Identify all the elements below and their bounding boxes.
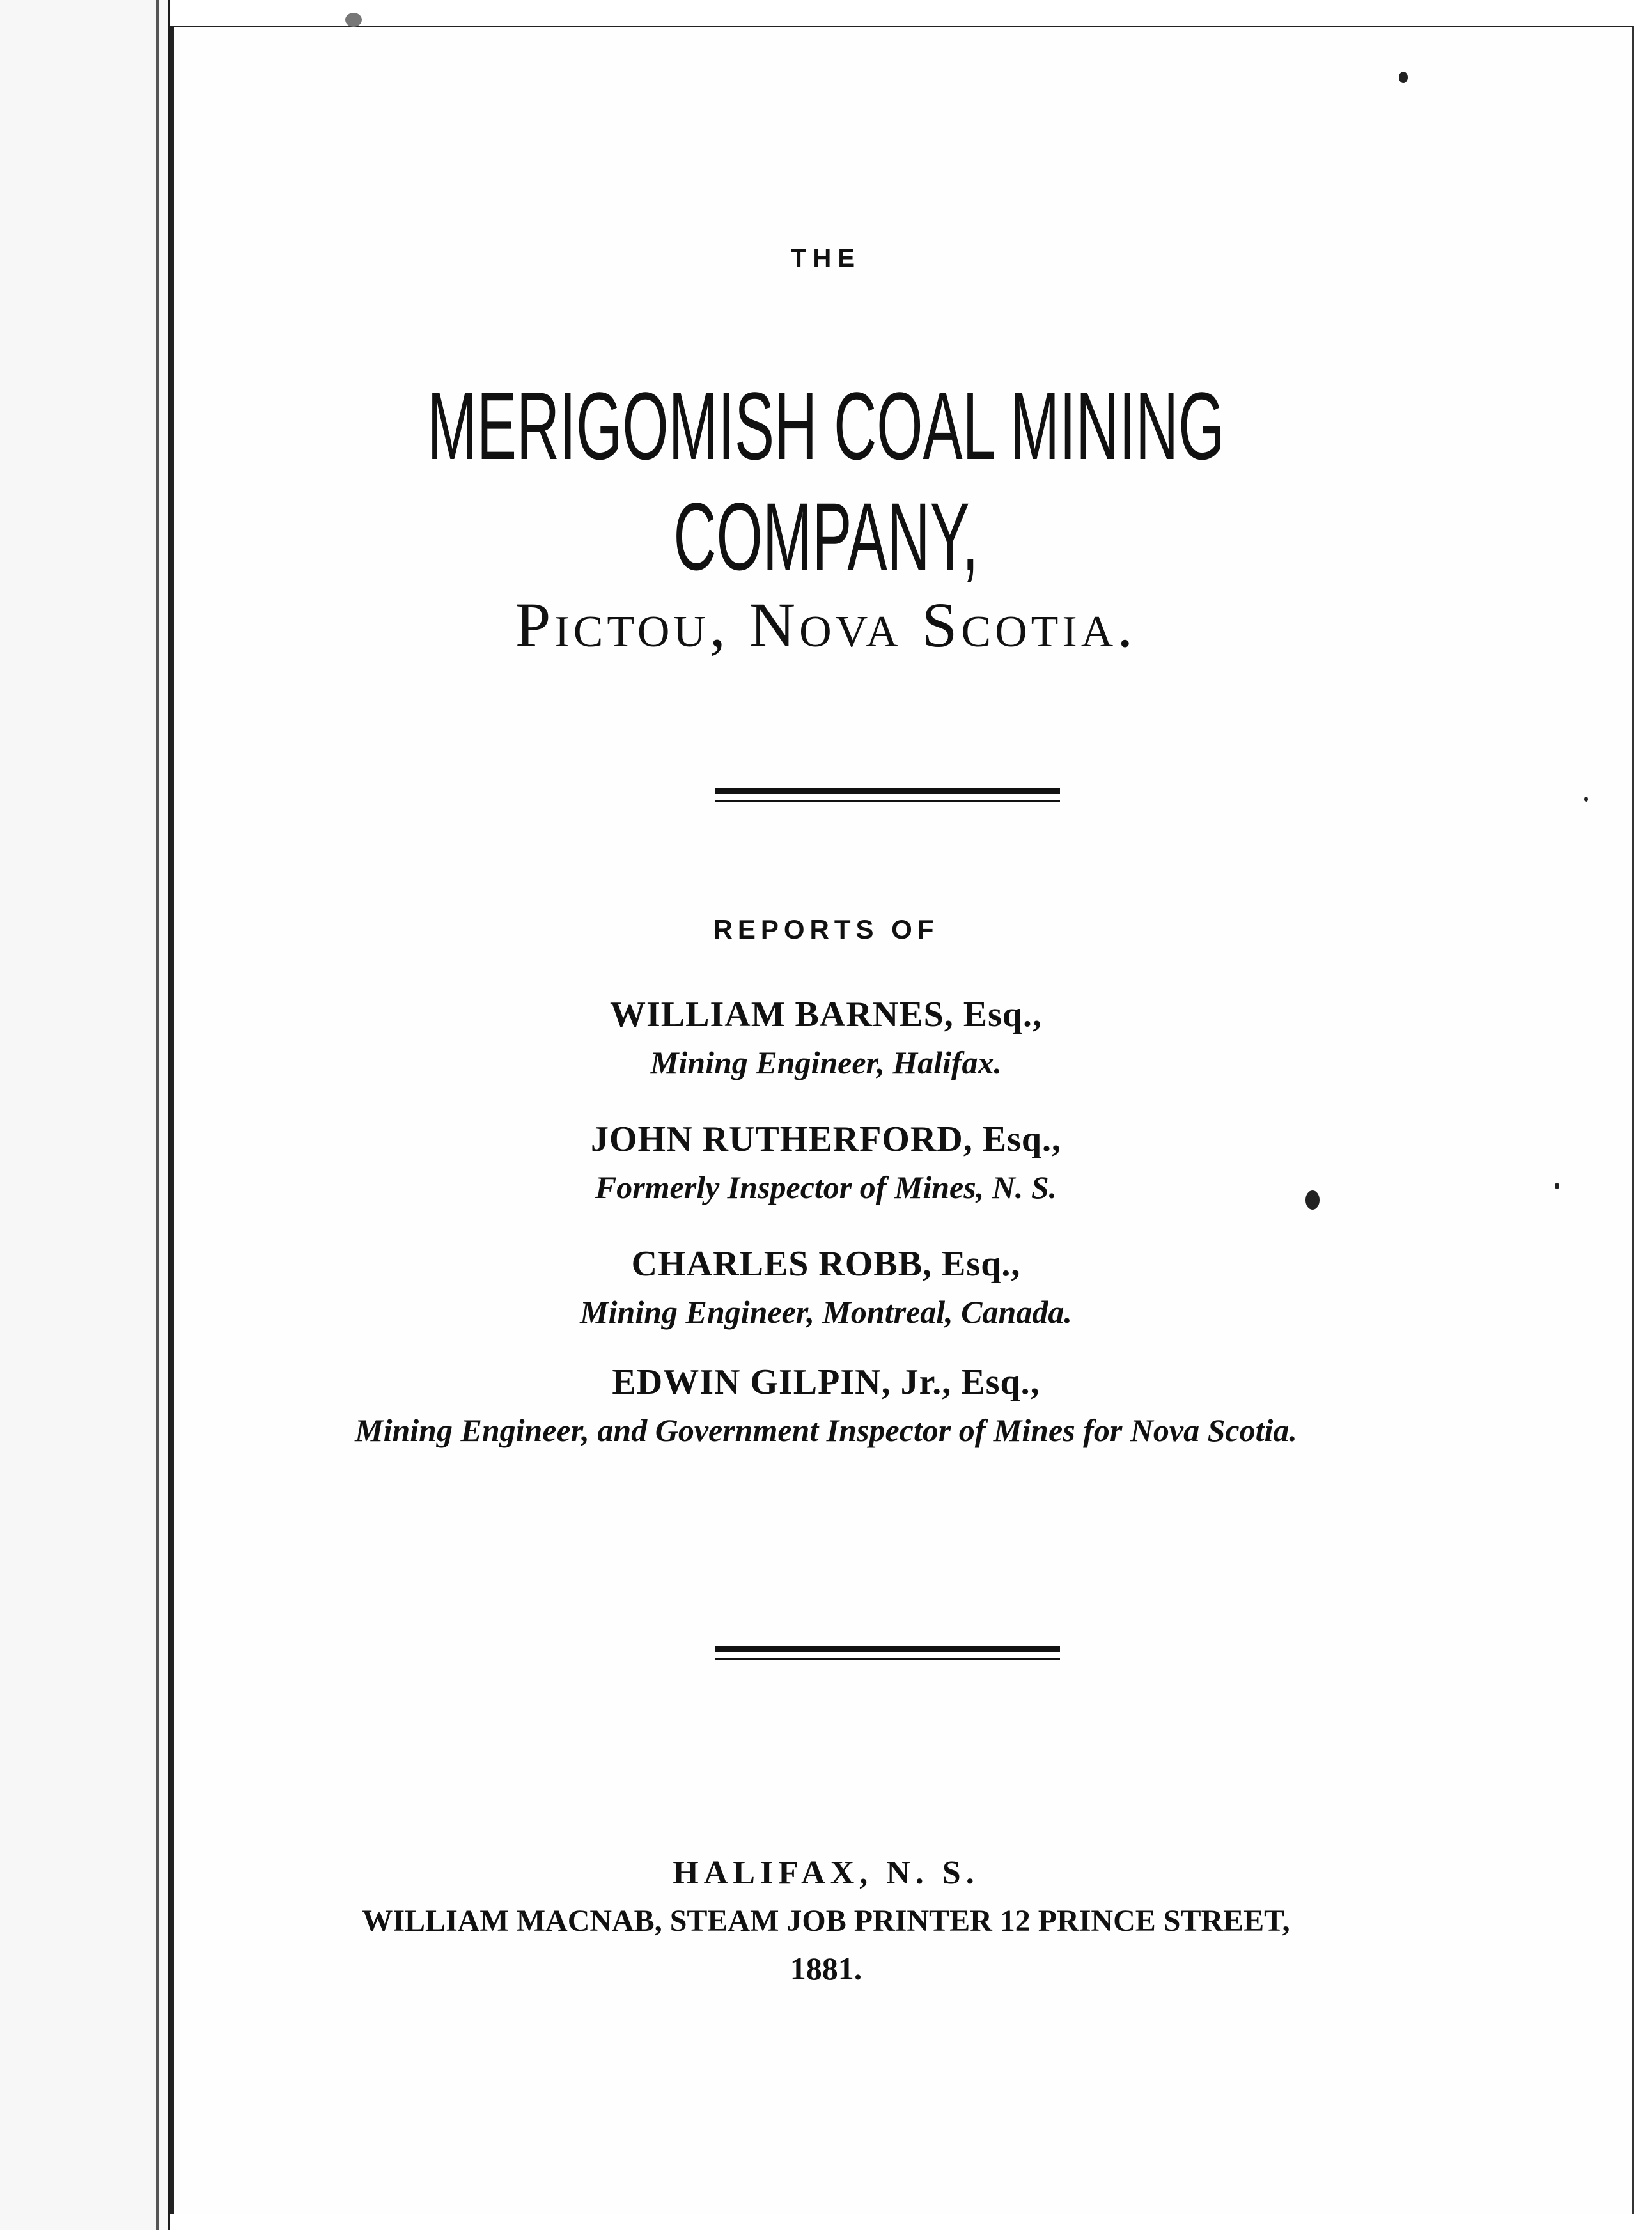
imprint-printer: WILLIAM MACNAB, STEAM JOB PRINTER 12 PRINCE STREET, (362, 1904, 1290, 1938)
author-name: CHARLES ROBB, Esq., (631, 1244, 1021, 1284)
heading-the: THE (791, 244, 861, 272)
author-title: Mining Engineer, Halifax. (650, 1045, 1002, 1080)
company-location: Pictou, Nova Scotia. (515, 589, 1137, 660)
imprint-city: HALIFAX, N. S. (673, 1855, 979, 1891)
author-name: EDWIN GILPIN, Jr., Esq., (612, 1362, 1040, 1402)
ink-speck (1584, 797, 1588, 802)
imprint (0, 1854, 1652, 1987)
ink-speck (1555, 1183, 1559, 1189)
double-rule-top (715, 788, 1060, 802)
company-name: MERIGOMISH COAL MINING COMPANY, (427, 372, 1225, 590)
report-author (0, 1119, 1652, 1206)
double-rule-bottom (715, 1646, 1060, 1660)
ink-speck (1305, 1190, 1320, 1210)
report-author (0, 1362, 1652, 1449)
reports-heading: REPORTS OF (713, 914, 939, 944)
author-title: Formerly Inspector of Mines, N. S. (595, 1169, 1057, 1205)
ink-speck (345, 13, 362, 27)
author-title: Mining Engineer, and Government Inspector of Mines for Nova Scotia. (355, 1412, 1297, 1448)
imprint-year: 1881. (790, 1951, 862, 1986)
report-author (0, 1244, 1652, 1330)
report-author (0, 994, 1652, 1081)
author-title: Mining Engineer, Montreal, Canada. (580, 1294, 1072, 1330)
author-name: WILLIAM BARNES, Esq., (609, 995, 1043, 1034)
author-name: JOHN RUTHERFORD, Esq., (590, 1119, 1062, 1159)
ink-speck (1399, 72, 1408, 83)
